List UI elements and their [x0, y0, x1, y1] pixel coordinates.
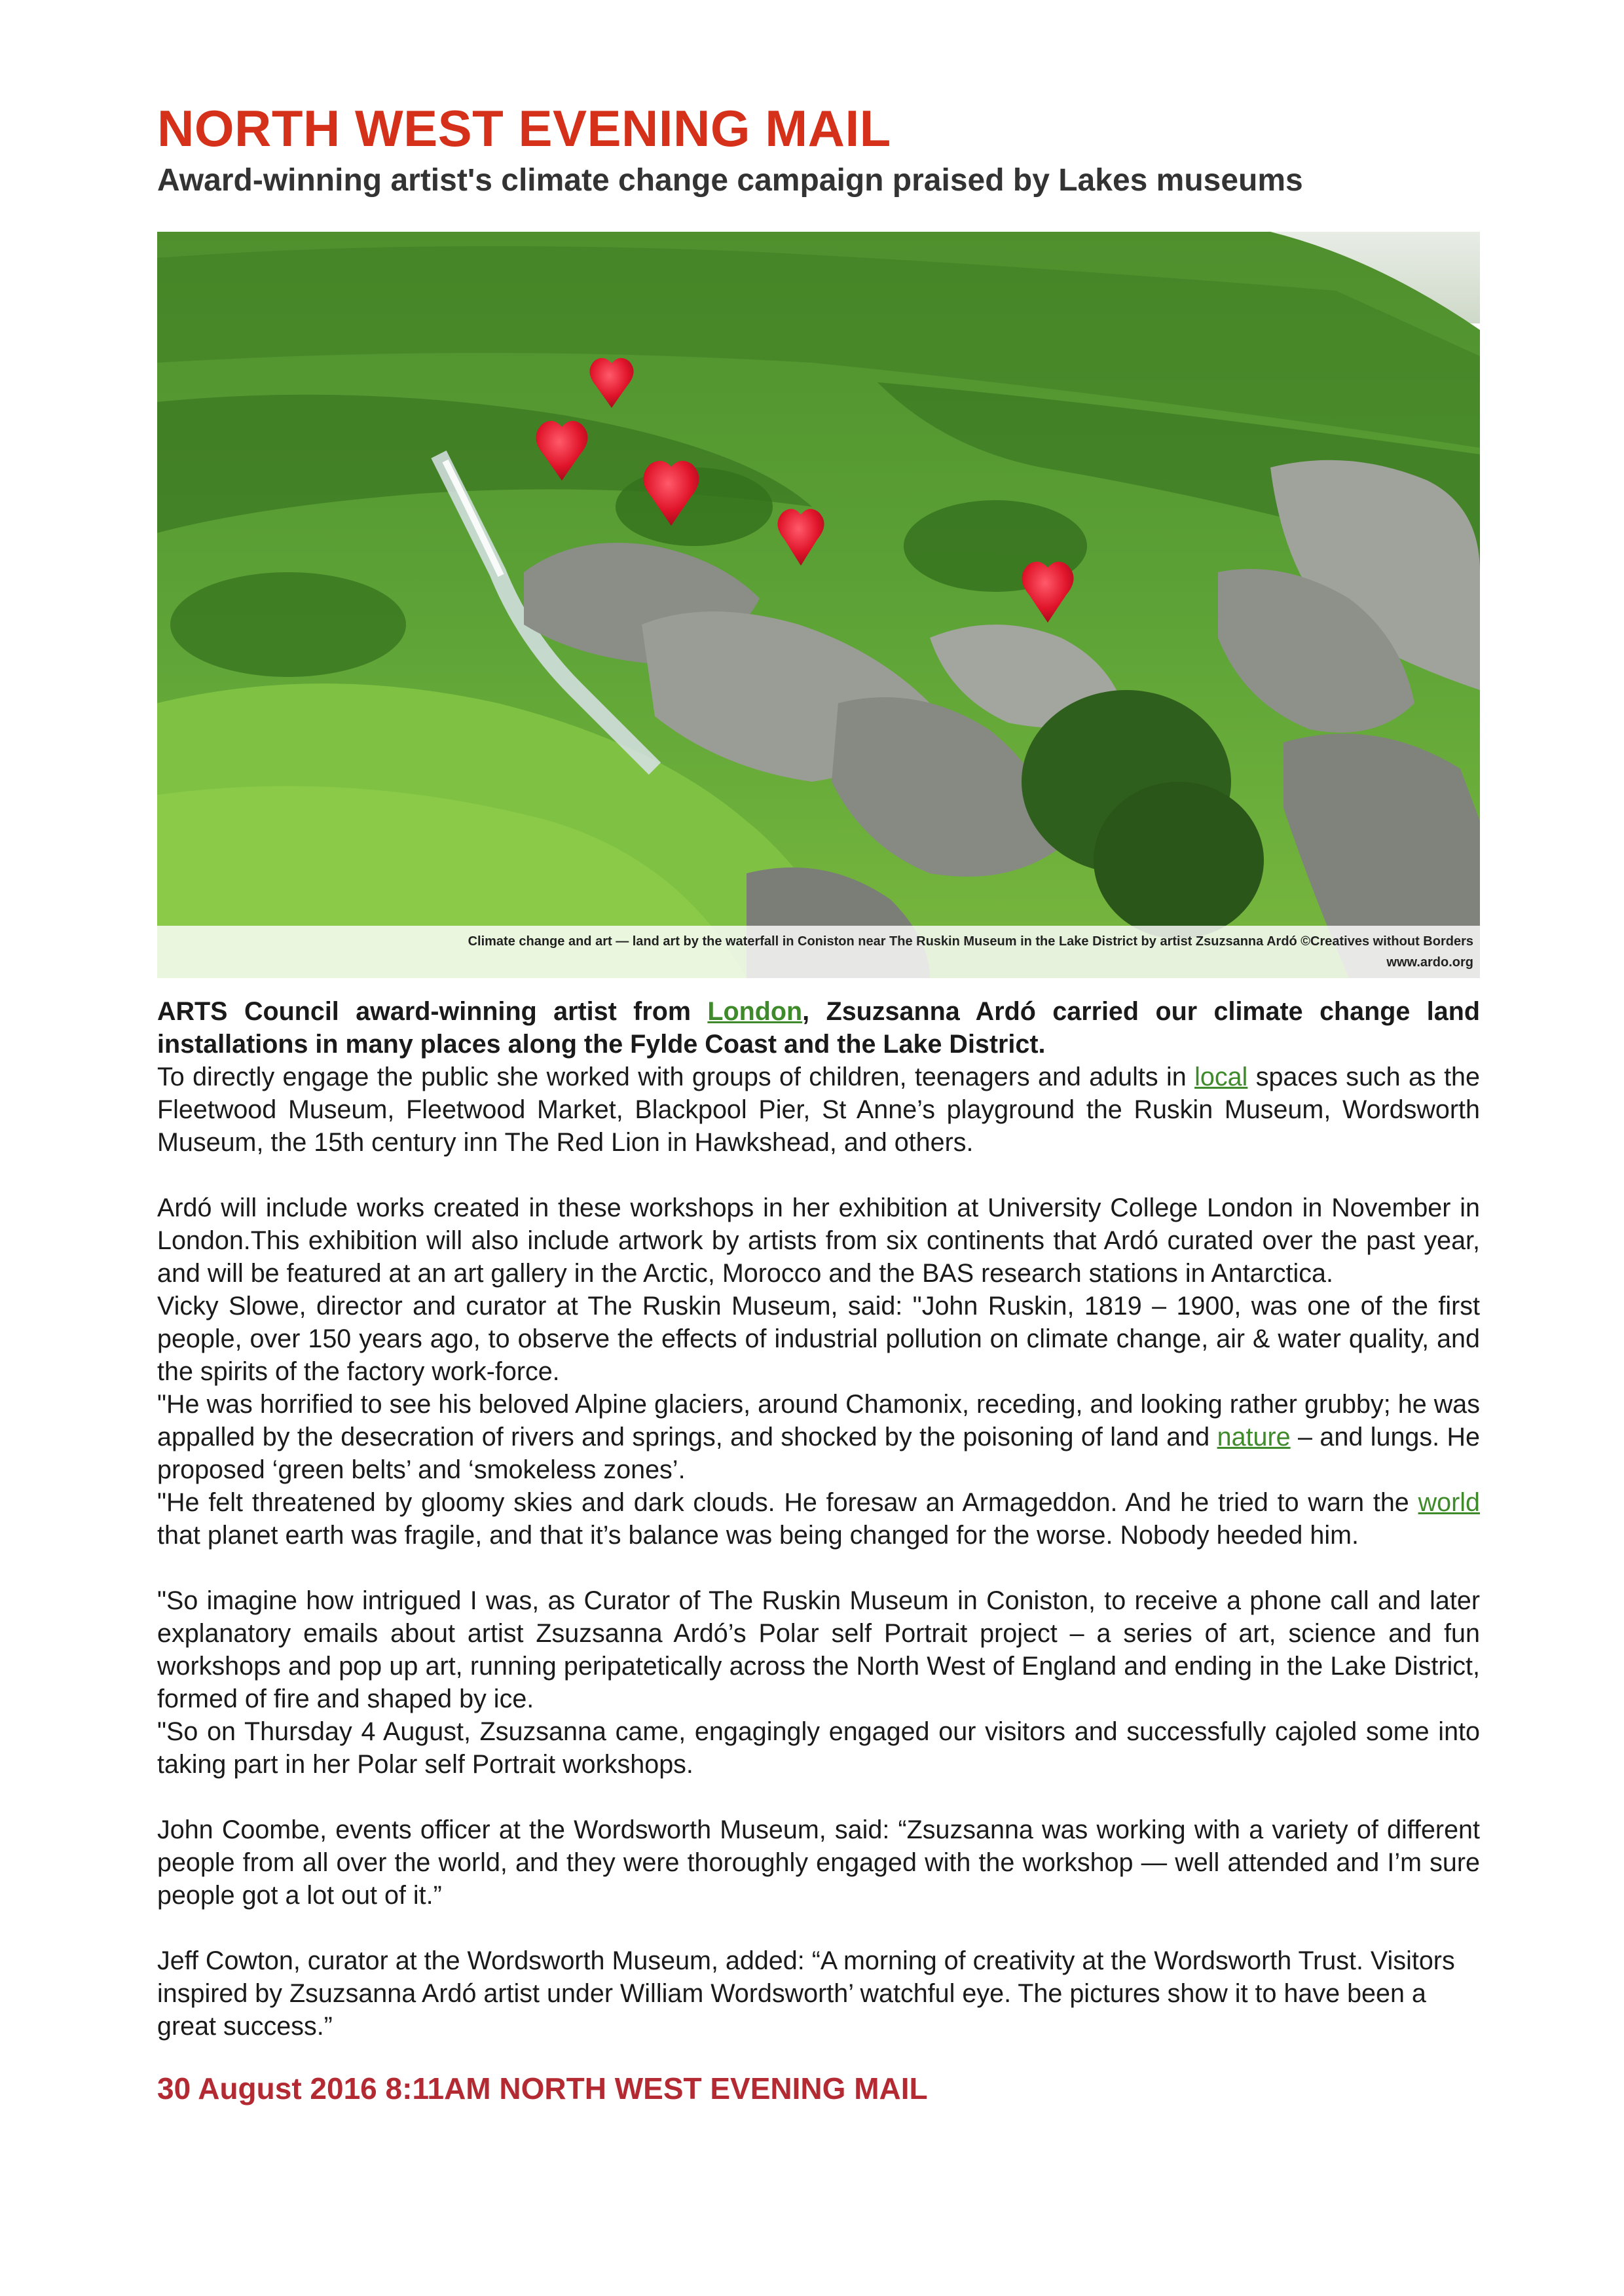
paragraph-curator-intrigued: "So imagine how intrigued I was, as Curator of The Ruskin Museum in Coniston, to receive a phone call and later explanatory emails about artist Zsuzsanna Ardó’s Polar self Portrait project – a series of art, science and fun workshops and pop up art, running peripatetically across the North West of England and ending in the Lake District, formed of fire and shaped by ice. — [157, 1586, 1480, 1713]
headline: Award-winning artist's climate change campaign praised by Lakes museums — [157, 163, 1303, 198]
paragraph-workshops-end: spaces such as the Fleetwood Museum, Fleetwood Market, Blackpool Pier, St Anne’s playground the Ruskin Museum, Wordsworth Museum, the 15th century inn The Red Lion in Hawkshead, and others. — [157, 1063, 1480, 1157]
paragraph-thursday-visit: "So on Thursday 4 August, Zsuzsanna came, engagingly engaged our visitors and successfully cajoled some into taking part in her Polar self Portrait workshops. — [157, 1717, 1480, 1779]
photo-caption: Climate change and art — land art by the waterfall in Coniston near The Ruskin Museum in the Lake District by artist Zsuzsanna Ardó ©Creatives without Borders — [468, 934, 1473, 949]
nature-link[interactable]: nature — [1217, 1423, 1291, 1451]
article-photo — [157, 232, 1480, 978]
paragraph-armageddon — [157, 1486, 1480, 1552]
article-page — [157, 98, 1480, 2107]
paragraph-john-coombe: John Coombe, events officer at the Wordsworth Museum, said: “Zsuzsanna was working with a variety of different people from all over the world, and they were thoroughly engaged with the workshop — well attended and I’m sure people got a lot out of it.” — [157, 1815, 1480, 1910]
paragraph-workshops-start: To directly engage the public she worked with groups of children, teenagers and adults in — [157, 1063, 1195, 1091]
paragraph-jeff-cowton: Jeff Cowton, curator at the Wordsworth Museum, added: “A morning of creativity at the Wordsworth Trust. Visitors inspired by Zsuzsanna Ardó artist under William Wordsworth’ watchful eye. The pictures show it to have been a great success.” — [157, 1946, 1455, 2041]
paragraph-ruskin-glaciers-end: – and lungs. He proposed ‘green belts’ and ‘smokeless zones’. — [157, 1423, 1480, 1484]
lead-text-end: , Zsuzsanna Ardó carried our climate change land installations in many places along the Fylde Coast and the Lake District. — [157, 997, 1480, 1059]
paragraph-ruskin-glaciers-start: "He was horrified to see his beloved Alpine glaciers, around Chamonix, receding, and looking rather grubby; he was appalled by the desecration of rivers and springs, and shocked by the poisoning of land and — [157, 1390, 1480, 1451]
paragraph-ruskin-glaciers — [157, 1388, 1480, 1486]
london-link[interactable]: London — [707, 997, 803, 1026]
world-link[interactable]: world — [1418, 1488, 1480, 1517]
article-body — [157, 995, 1480, 2043]
paragraph-exhibition: Ardó will include works created in these workshops in her exhibition at University College London in November in London.This exhibition will also include artwork by artists from six continents that Ardó curated over the past year, and will be featured at an art gallery in the Arctic, Morocco and the BAS research stations in Antarctica. — [157, 1194, 1480, 1288]
lead-paragraph — [157, 995, 1480, 1061]
paragraph-armageddon-end: that planet earth was fragile, and that it’s balance was being changed for the worse. Nobody heeded him. — [157, 1521, 1359, 1550]
paragraph-armageddon-start: "He felt threatened by gloomy skies and dark clouds. He foresaw an Armageddon. And he tried to warn the — [157, 1488, 1418, 1517]
footer-dateline: 30 August 2016 8:11AM NORTH WEST EVENING MAIL — [157, 2071, 928, 2105]
local-link[interactable]: local — [1194, 1063, 1248, 1091]
lead-text-start: ARTS Council award-winning artist from — [157, 997, 708, 1026]
paragraph-workshops — [157, 1061, 1480, 1159]
caption-background — [157, 926, 1480, 978]
photo-caption-url: www.ardo.org — [1386, 955, 1473, 970]
masthead: NORTH WEST EVENING MAIL — [157, 100, 891, 157]
hillside-landscape-image — [157, 232, 1480, 978]
paragraph-vicky-slowe: Vicky Slowe, director and curator at The Ruskin Museum, said: "John Ruskin, 1819 – 1900, was one of the first people, over 150 years ago, to observe the effects of industrial pollution on climate change, air & water quality, and the spirits of the factory work-force. — [157, 1292, 1480, 1386]
